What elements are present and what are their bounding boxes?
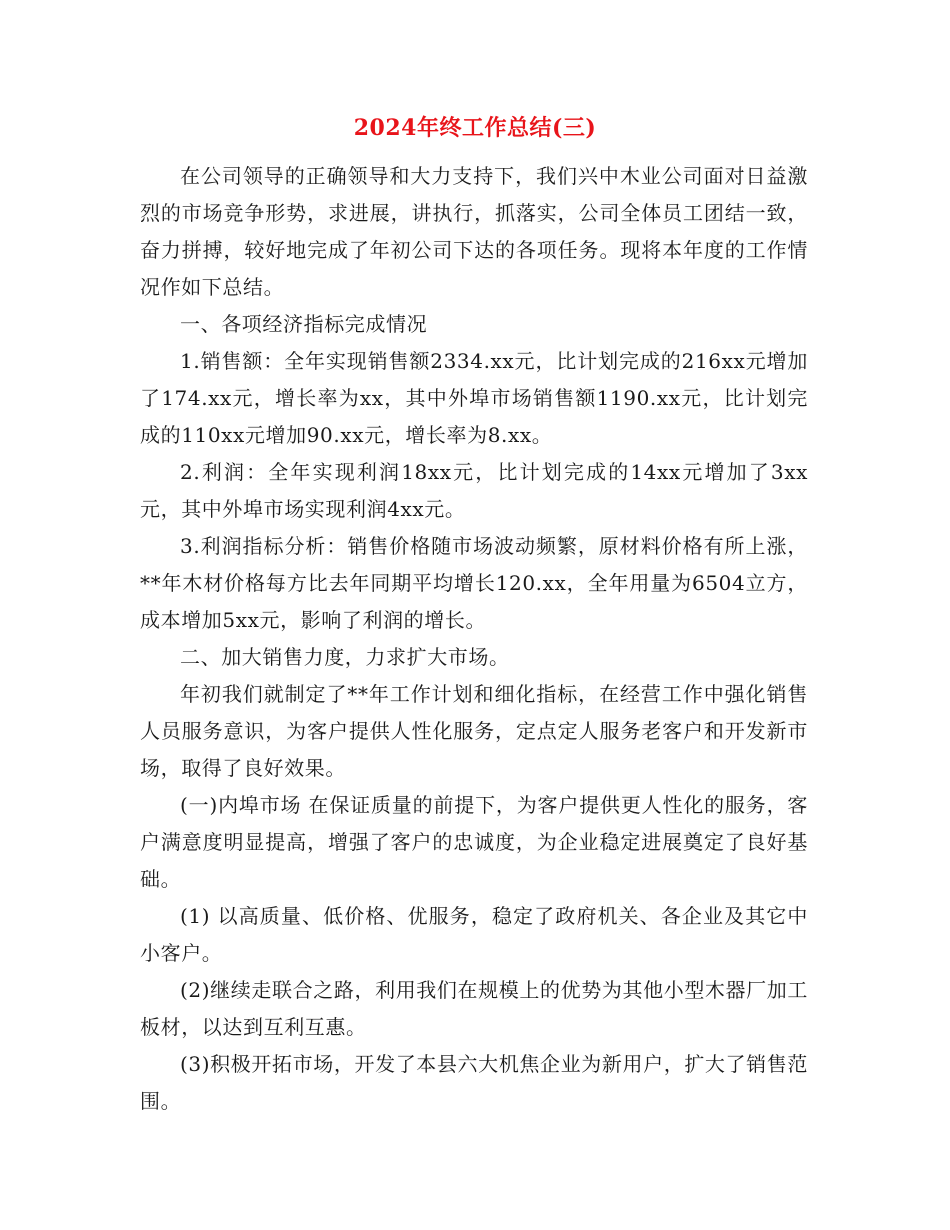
paragraph-plan: 年初我们就制定了**年工作计划和细化指标，在经营工作中强化销售人员服务意识，为客户提供人性化服务，定点定人服务老客户和开发新市场，取得了良好效果。 [140,682,808,780]
list-item-1: (1) 以高质量、低价格、优服务，稳定了政府机关、各企业及其它中小客户。 [140,904,808,965]
document-title: 2024年终工作总结(三) [353,115,597,141]
paragraph-profit-analysis: 3.利润指标分析：销售价格随市场波动频繁，原材料价格有所上涨，**年木材价格每方比去年同期平均增长120.xx，全年用量为6504立方，成本增加5xx元，影响了利润的增长。 [140,534,808,632]
paragraph-profit: 2.利润：全年实现利润18xx元，比计划完成的14xx元增加了3xx元，其中外埠市场实现利润4xx元。 [140,460,808,521]
paragraph-intro: 在公司领导的正确领导和大力支持下，我们兴中木业公司面对日益激烈的市场竞争形势，求进展，讲执行，抓落实，公司全体员工团结一致，奋力拼搏，较好地完成了年初公司下达的各项任务。现将本年度的工作情况作如下总结。 [140,164,808,299]
paragraph-local-market: (一)内埠市场 在保证质量的前提下，为客户提供更人性化的服务，客户满意度明显提高，增强了客户的忠诚度，为企业稳定进展奠定了良好基础。 [140,793,808,891]
paragraph-sales: 1.销售额：全年实现销售额2334.xx元，比计划完成的216xx元增加了174.xx元，增长率为xx，其中外埠市场销售额1190.xx元，比计划完成的110xx元增加90.xx元，增长率为8.xx。 [140,349,808,447]
list-item-2: (2)继续走联合之路，利用我们在规模上的优势为其他小型木器厂加工板材，以达到互利互惠。 [140,978,808,1039]
document-body [140,158,808,1120]
heading-section-1: 一、各项经济指标完成情况 [180,312,428,336]
heading-section-2: 二、加大销售力度，力求扩大市场。 [180,645,510,669]
list-item-3: (3)积极开拓市场，开发了本县六大机焦企业为新用户，扩大了销售范围。 [140,1052,808,1113]
